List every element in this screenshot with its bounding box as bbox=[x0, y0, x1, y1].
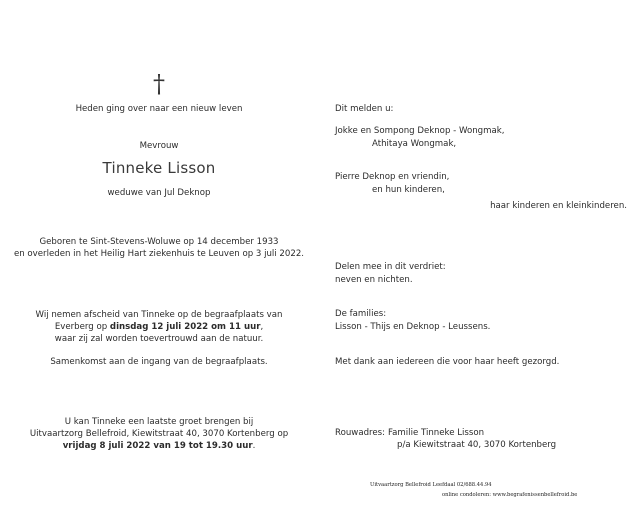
farewell-line-2-post: , bbox=[260, 322, 264, 332]
share-line-1: Delen mee in dit verdriet: bbox=[335, 262, 446, 272]
gathering-text: Samenkomst aan de ingang van de begraafplaats. bbox=[50, 357, 268, 367]
families-names: Lisson - Thijs en Deknop - Leussens. bbox=[335, 322, 491, 332]
farewell-line-3: waar zij zal worden toevertrouwd aan de natuur. bbox=[54, 334, 264, 344]
share-line-2: neven en nichten. bbox=[335, 275, 413, 285]
salutation: Mevrouw bbox=[139, 141, 179, 151]
announce-text: Dit melden u: bbox=[335, 104, 394, 114]
family-2-line-2: en hun kinderen, bbox=[372, 185, 445, 195]
farewell-line-2-pre: Everberg op bbox=[54, 322, 110, 332]
born-line-1: Geboren te Sint-Stevens-Woluwe op 14 december 1933 bbox=[39, 237, 279, 247]
deceased-name: Tinneke Lisson bbox=[102, 159, 216, 177]
farewell-date: dinsdag 12 juli 2022 om 11 uur bbox=[109, 322, 261, 332]
footer-line-1: Uitvaartzorg Bellefroid Leefdaal 02/688.44.94 bbox=[370, 482, 492, 488]
greeting-line-1: U kan Tinneke een laatste groet brengen bij bbox=[64, 417, 254, 427]
address-label: Rouwadres: bbox=[335, 428, 386, 438]
greeting-line-3-post: . bbox=[252, 441, 256, 451]
farewell-line-2 bbox=[55, 322, 263, 332]
address-line-2: p/a Kiewitstraat 40, 3070 Kortenberg bbox=[397, 440, 557, 450]
widow-line: weduwe van Jul Deknop bbox=[107, 188, 211, 198]
family-2-line-1: Pierre Deknop en vriendin, bbox=[335, 172, 450, 182]
family-1-line-2: Athitaya Wongmak, bbox=[372, 139, 457, 149]
intro-text: Heden ging over naar een nieuw leven bbox=[75, 104, 243, 114]
family-1-line-1: Jokke en Sompong Deknop - Wongmak, bbox=[335, 126, 505, 136]
cross-icon: † bbox=[153, 70, 165, 98]
greeting-line-3 bbox=[63, 441, 256, 451]
thanks-text: Met dank aan iedereen die voor haar heeft gezorgd. bbox=[335, 357, 560, 367]
farewell-line-1: Wij nemen afscheid van Tinneke op de begraafplaats van bbox=[35, 310, 283, 320]
greeting-line-2: Uitvaartzorg Bellefroid, Kiewitstraat 40, 3070 Kortenberg op bbox=[29, 429, 289, 439]
family-2-line-3: haar kinderen en kleinkinderen. bbox=[490, 201, 627, 211]
footer-line-2: online condoleren: www.begrafenissenbellefroid.be bbox=[442, 492, 578, 498]
families-heading: De families: bbox=[335, 309, 387, 319]
born-line-2: en overleden in het Heilig Hart ziekenhuis te Leuven op 3 juli 2022. bbox=[13, 249, 305, 259]
address-line-1: Familie Tinneke Lisson bbox=[388, 428, 485, 438]
greeting-date: vrijdag 8 juli 2022 van 19 tot 19.30 uur bbox=[62, 441, 253, 451]
